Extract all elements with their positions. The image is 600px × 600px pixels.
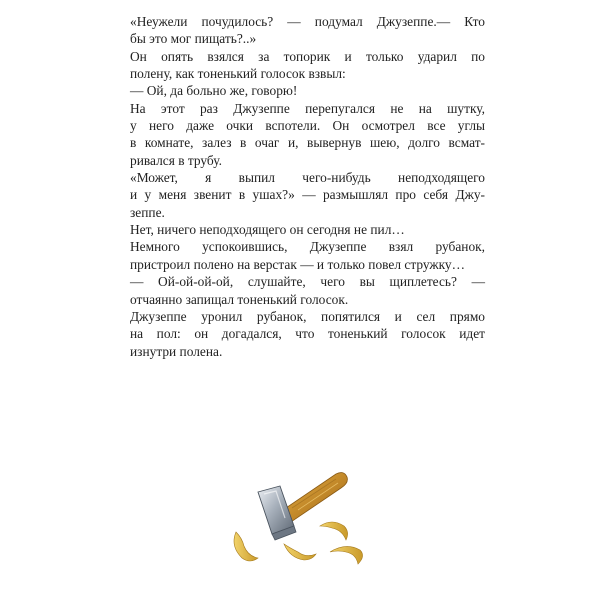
- text-line: Нет, ничего неподходящего он сегодня не пил…: [130, 222, 405, 238]
- text-line: На этот раз Джузеппе перепугался не на шутку,: [130, 100, 485, 116]
- paragraph-1: [117, 13, 485, 48]
- paragraph-3: [117, 82, 485, 99]
- text-line: пристроил полено на верстак — и только повел стружку…: [130, 256, 466, 272]
- metal-head-shape: [258, 486, 294, 534]
- story-text: [117, 13, 485, 360]
- paragraph-2: [117, 48, 485, 83]
- paragraph-4: [117, 100, 485, 169]
- text-line: «Может, я выпил чего-нибудь неподходящего: [130, 170, 485, 186]
- shaving-right: [320, 522, 348, 540]
- paragraph-8: [117, 273, 485, 308]
- text-line: в комнате, залез в очаг и, вывернув шею, долго всмат-: [130, 135, 485, 151]
- text-line: — Ой-ой-ой-ой, слушайте, чего вы щиплетесь? —: [130, 274, 485, 290]
- shaving-left: [234, 532, 258, 561]
- text-line: Джузеппе уронил рубанок, попятился и сел прямо: [130, 308, 485, 324]
- text-line: на пол: он догадался, что тоненький голосок идет: [130, 326, 485, 342]
- shaving-middle: [284, 544, 316, 560]
- paragraph-7: [117, 238, 485, 273]
- paragraph-5: [117, 169, 485, 221]
- text-line: ривался в трубу.: [130, 152, 222, 168]
- text-line: — Ой, да больно же, говорю!: [130, 83, 298, 99]
- text-line: Немного успокоившись, Джузеппе взял рубанок,: [130, 239, 485, 255]
- paragraph-6: [117, 221, 485, 238]
- text-line: и у меня звенит в ушах?» — размышлял про себя Джу-: [130, 187, 485, 203]
- text-line: бы это мог пищать?..»: [130, 31, 257, 47]
- text-line: изнутри полена.: [130, 343, 223, 359]
- paragraph-9: [117, 308, 485, 360]
- text-line: отчаянно запищал тоненький голосок.: [130, 291, 349, 307]
- text-line: зеппе.: [130, 204, 165, 220]
- text-line: Он опять взялся за топорик и только ударил по: [130, 48, 485, 64]
- text-line: «Неужели почудилось? — подумал Джузеппе.— Кто: [130, 14, 485, 29]
- text-line: полену, как тоненький голосок взвыл:: [130, 66, 346, 82]
- planer-illustration-icon: [228, 460, 378, 570]
- shaving-far-right: [330, 546, 363, 564]
- text-line: у него даже очки вспотели. Он осмотрел все углы: [130, 118, 485, 134]
